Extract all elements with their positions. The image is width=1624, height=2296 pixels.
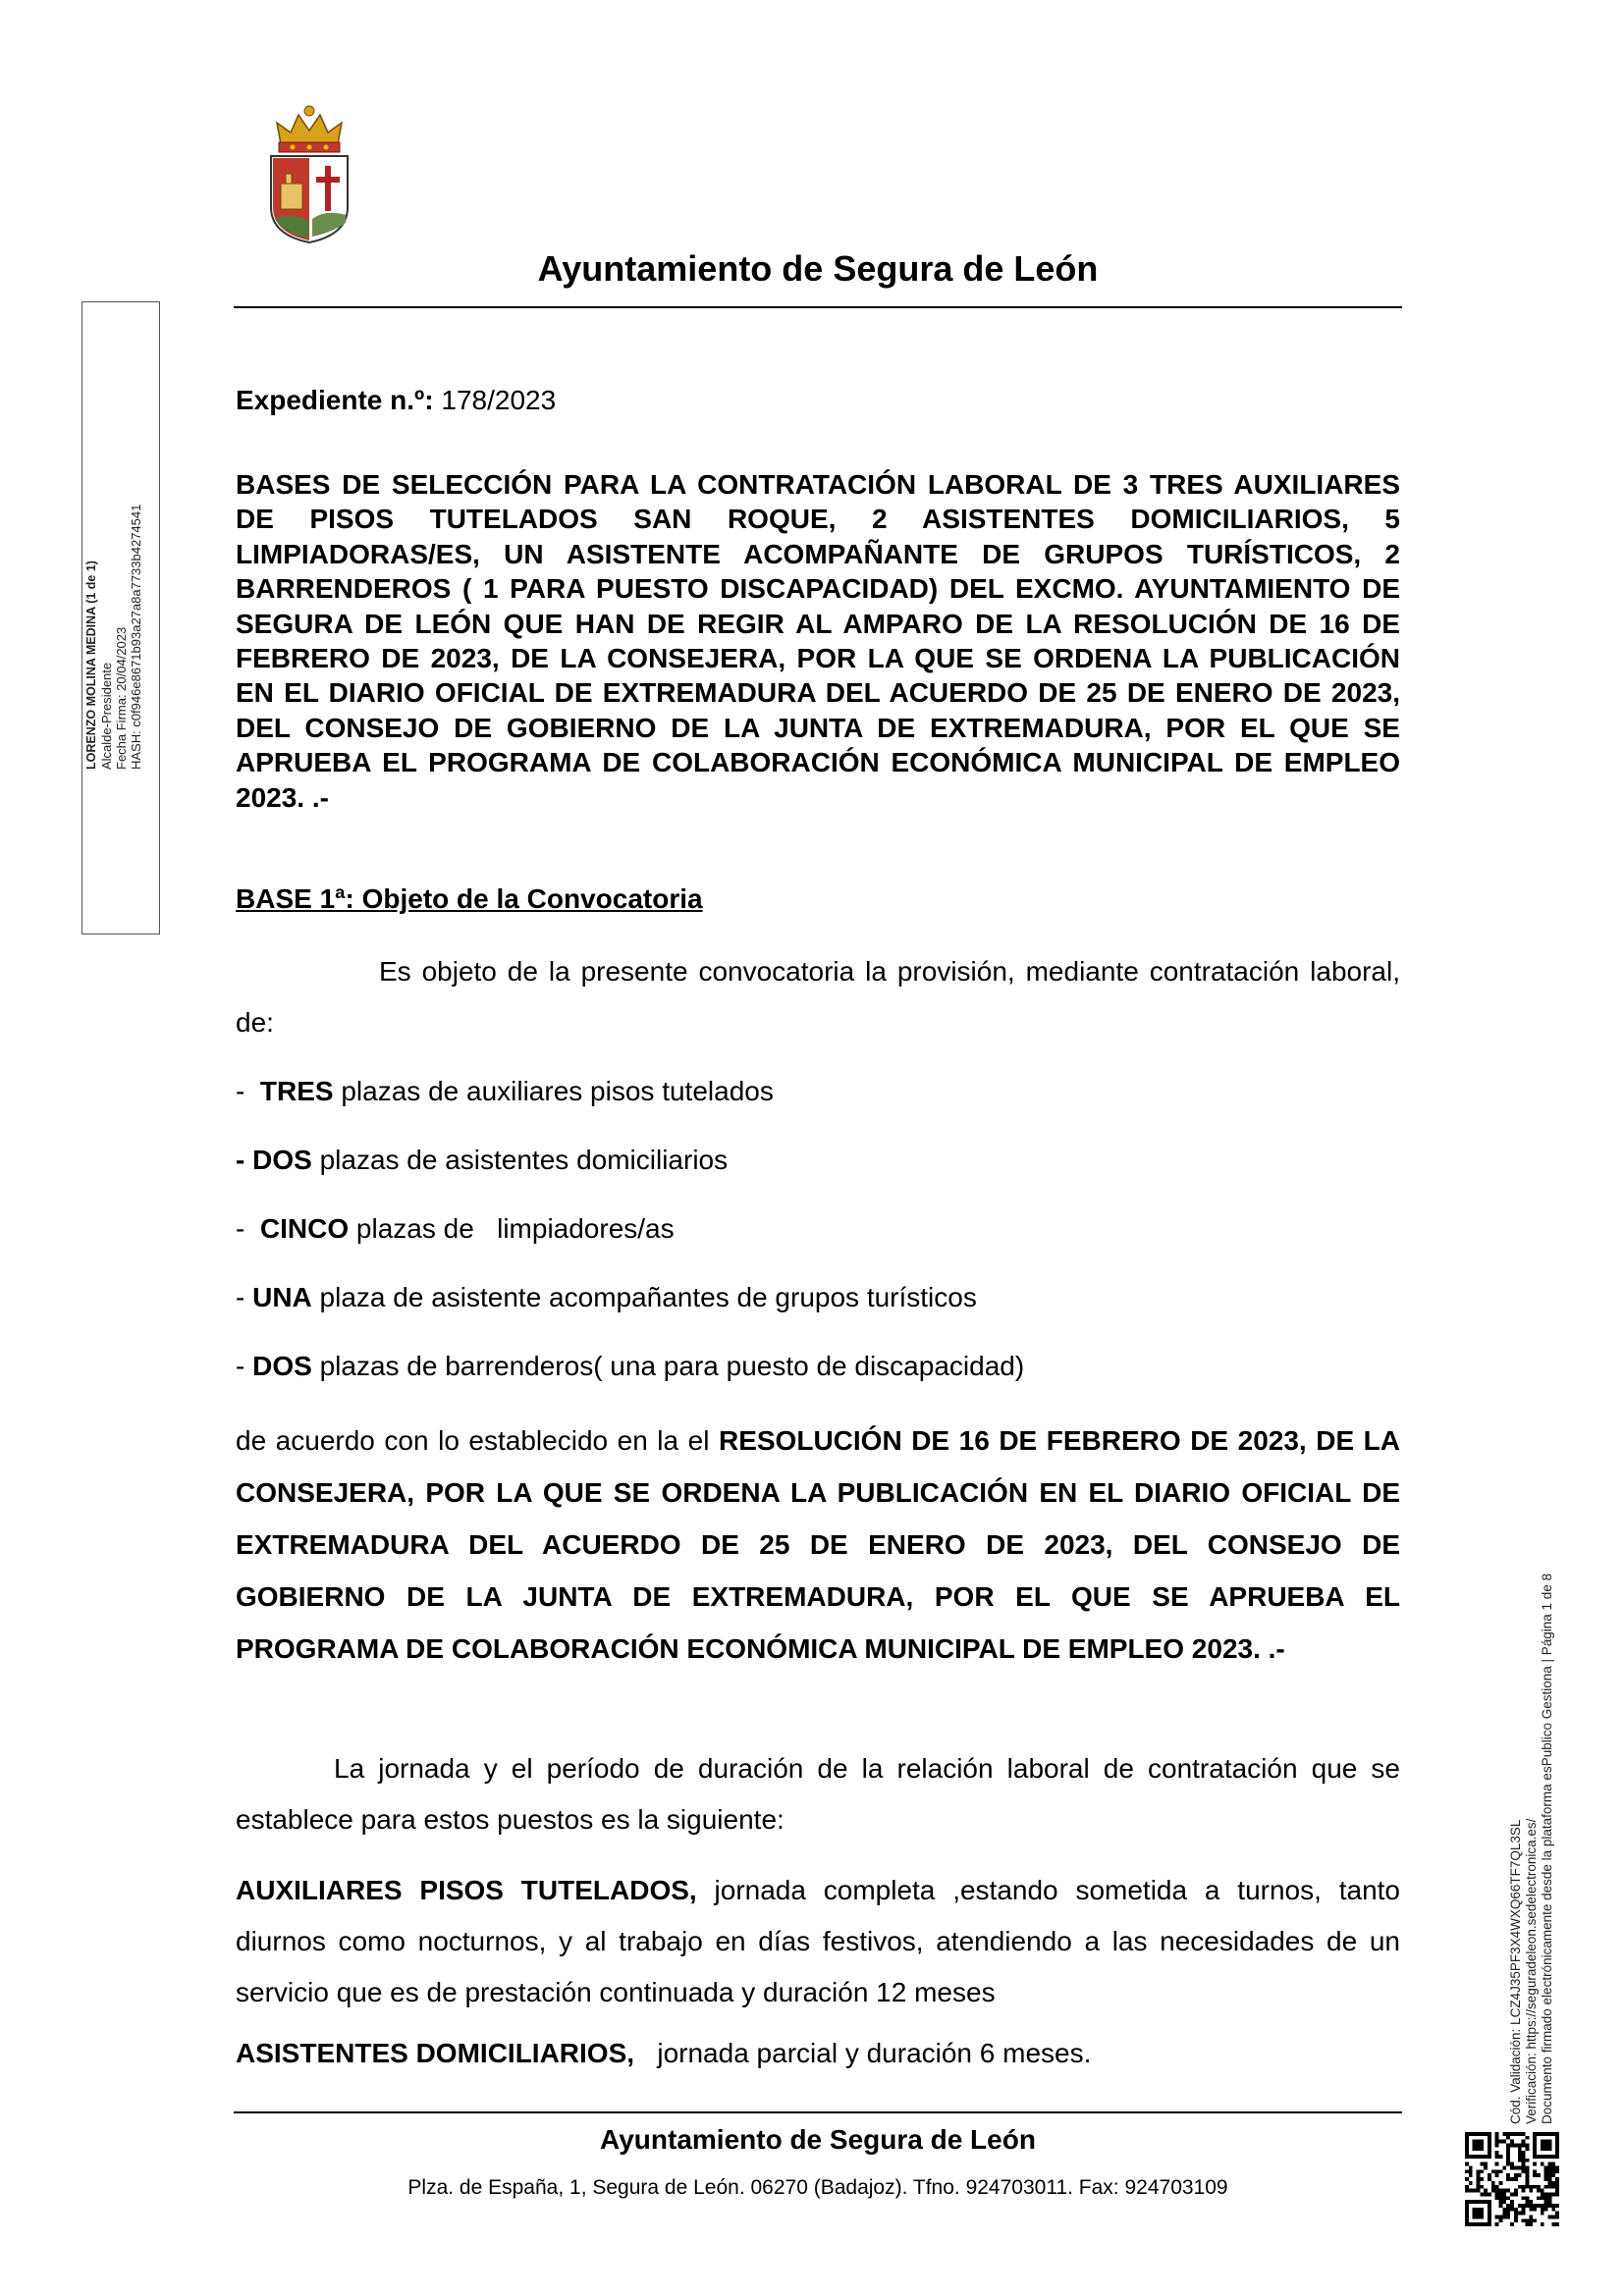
list-item-prefix: - — [236, 1282, 253, 1312]
list-item-count: UNA — [252, 1282, 312, 1312]
expediente-value: 178/2023 — [433, 385, 557, 415]
signer-role: Alcalde-Presidente — [99, 662, 114, 770]
list-item-count: TRES — [259, 1076, 334, 1106]
footer-divider — [234, 2111, 1402, 2113]
resolucion-title: RESOLUCIÓN DE 16 DE FEBRERO DE 2023, DE LA CONSEJERA, POR LA QUE SE ORDENA LA PUBLICACIÓN EN EL DIARIO OFICIAL DE EXTREMADURA DEL ACUERDO DE 25 DE ENERO DE 2023, DEL CONSEJO DE GOBIERNO DE LA JUNTA DE EXTREMADURA, POR EL QUE SE APRUEBA EL PROGRAMA DE COLABORACIÓN ECONÓMICA MUNICIPAL DE EMPLEO 2023. .- — [236, 1425, 1400, 1664]
list-item-text: plazas de auxiliares pisos tutelados — [333, 1076, 774, 1106]
asistentes-paragraph — [236, 2036, 1400, 2071]
asistentes-text: jornada parcial y duración 6 meses. — [634, 2038, 1092, 2068]
footer-address: Plza. de España, 1, Segura de León. 06270 (Badajoz). Tfno. 924703011. Fax: 924703109 — [407, 2176, 1228, 2199]
list-item-count: DOS — [252, 1351, 312, 1381]
list-item-text: plaza de asistente acompañantes de grupos turísticos — [311, 1282, 977, 1312]
resolucion-paragraph — [236, 1415, 1400, 1675]
section-heading: BASE 1ª: Objeto de la Convocatoria — [236, 883, 703, 914]
verification-block — [1508, 1417, 1577, 2124]
aux-pisos-text: jornada completa ,estando sometida a turnos, tanto diurnos como nocturnos, y al trabajo en días festivos, atendiendo a las necesidades de un servicio que es de prestación continuada y duración 12 meses — [236, 1875, 1400, 2007]
list-item — [236, 1211, 1400, 1247]
list-item — [236, 1349, 1400, 1384]
signer-name: LORENZO MOLINA MEDINA (1 de 1) — [84, 561, 98, 770]
list-item-count: DOS — [252, 1145, 312, 1175]
list-item-count: CINCO — [259, 1213, 350, 1244]
list-item-prefix: - — [236, 1076, 260, 1106]
list-item — [236, 1074, 1400, 1109]
document-title: BASES DE SELECCIÓN PARA LA CONTRATACIÓN LABORAL DE 3 TRES AUXILIARES DE PISOS TUTELADOS SAN ROQUE, 2 ASISTENTES DOMICILIARIOS, 5 LIMPIADORAS/ES, UN ASISTENTE ACOMPAÑANTE DE GRUPOS TURÍSTICOS, 2 BARRENDEROS ( 1 PARA PUESTO DISCAPACIDAD) DEL EXCMO. AYUNTAMIENTO DE SEGURA DE LEÓN QUE HAN DE REGIR AL AMPARO DE LA RESOLUCIÓN DE 16 DE FEBRERO DE 2023, DE LA CONSEJERA, POR LA QUE SE ORDENA LA PUBLICACIÓN EN EL DIARIO OFICIAL DE EXTREMADURA DEL ACUERDO DE 25 DE ENERO DE 2023, DEL CONSEJO DE GOBIERNO DE LA JUNTA DE EXTREMADURA, POR EL QUE SE APRUEBA EL PROGRAMA DE COLABORACIÓN ECONÓMICA MUNICIPAL DE EMPLEO 2023. .- — [236, 469, 1400, 813]
aux-pisos-paragraph — [236, 1865, 1400, 2018]
page-title: Ayuntamiento de Segura de León — [537, 248, 1099, 289]
list-item-text: plazas de asistentes domiciliarios — [311, 1145, 729, 1175]
coat-of-arms-icon — [263, 101, 355, 244]
verification-url[interactable]: Verificación: https://seguradeleon.sedelectronica.es/ — [1524, 1818, 1539, 2124]
resolucion-lead: de acuerdo con lo establecido en la el — [236, 1425, 719, 1456]
list-item — [236, 1280, 1400, 1315]
qr-code-icon — [1465, 2132, 1559, 2226]
list-item-prefix: - — [236, 1213, 260, 1244]
signature-hash: HASH: c0f946e8671b93a27a8a7733b4274541 — [129, 504, 143, 770]
asistentes-label: ASISTENTES DOMICILIARIOS, — [236, 2038, 635, 2068]
list-item-prefix: - — [236, 1351, 253, 1381]
jornada-paragraph: La jornada y el período de duración de la relación laboral de contratación que se establece para estos puestos es la siguiente: — [236, 1753, 1400, 1835]
expediente — [236, 383, 1400, 418]
list-item — [236, 1143, 1400, 1178]
signature-block — [84, 308, 155, 770]
validation-code: Cód. Validación: LCZ4J35PF3X4WXQ66TF7QL3SL — [1508, 1819, 1523, 2124]
list-item-text: plazas de barrenderos( una para puesto de discapacidad) — [311, 1351, 1025, 1381]
header-divider — [234, 306, 1402, 308]
aux-pisos-label: AUXILIARES PISOS TUTELADOS, — [236, 1875, 697, 1905]
footer-name: Ayuntamiento de Segura de León — [600, 2124, 1036, 2155]
list-item-text: plazas de limpiadores/as — [349, 1213, 675, 1244]
verification-note: Documento firmado electrónicamente desde la plataforma esPublico Gestiona | Página 1 de 8 — [1540, 1573, 1554, 2124]
list-item-prefix: - — [236, 1145, 253, 1175]
intro-paragraph: Es objeto de la presente convocatoria la provisión, mediante contratación laboral, de: — [236, 956, 1400, 1038]
expediente-label: Expediente n.º: — [236, 385, 434, 415]
signature-date: Fecha Firma: 20/04/2023 — [114, 626, 129, 770]
